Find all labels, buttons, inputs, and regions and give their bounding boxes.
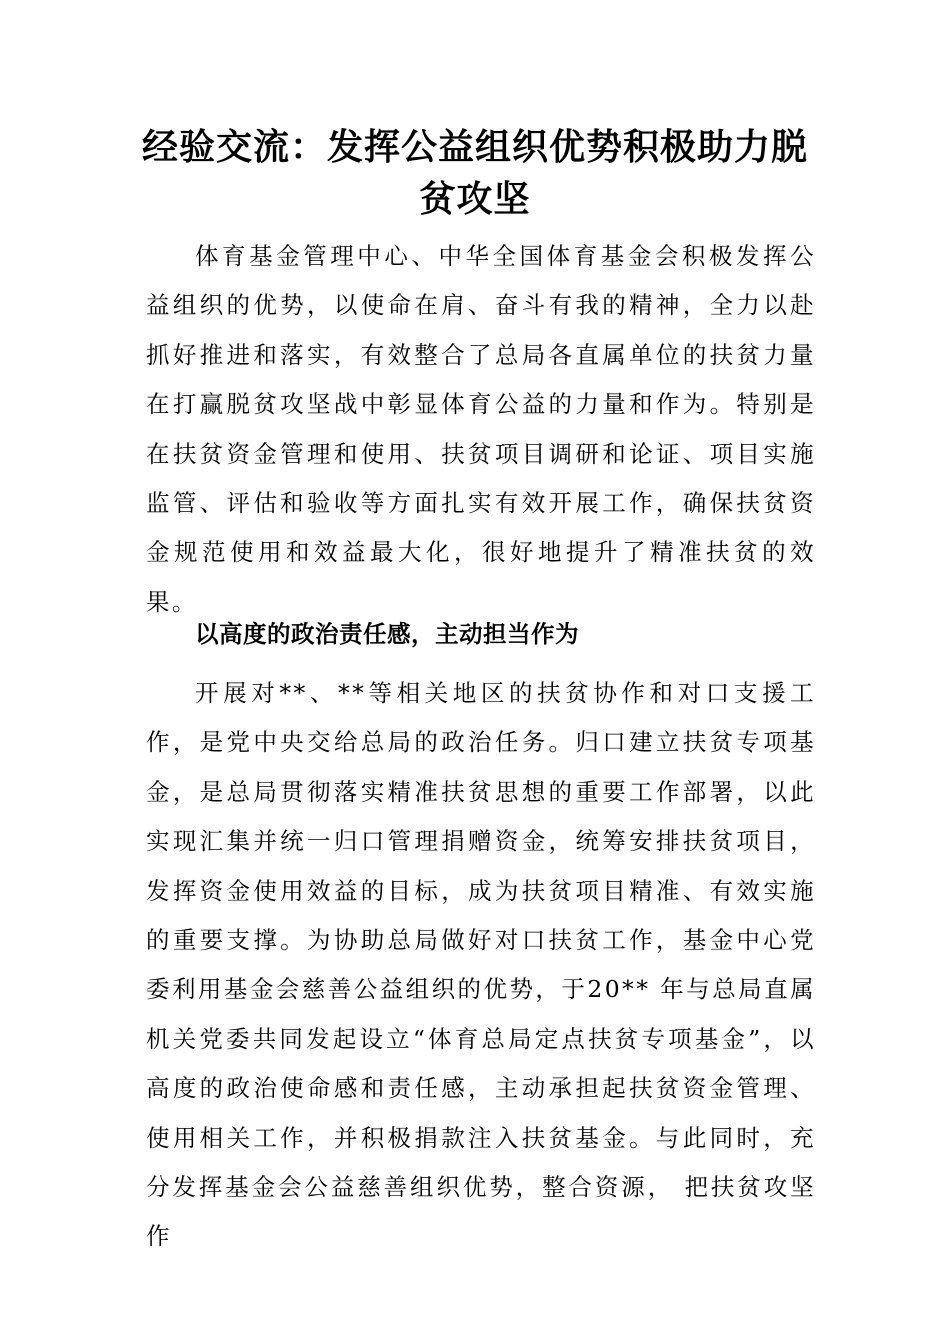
body-paragraph-2: 开展对**、**等相关地区的扶贫协作和对口支援工作，是党中央交给总局的政治任务。归口建立扶贫专项基金，是总局贯彻落实精准扶贫思想的重要工作部署，以此实现汇集并统一归口管理捐赠资金，统筹安排扶贫项目，发挥资金使用效益的目标，成为扶贫项目精准、有效实施的重要支撑。为协助总局做好对口扶贫工作，基金中心党委利用基金会慈善公益组织的优势，于20** 年与总局直属机关党委共同发起设立“体育总局定点扶贫专项基金”，以高度的政治使命感和责任感，主动承担起扶贫资金管理、使用相关工作，并积极捐款注入扶贫基金。与此同时，充分发挥基金会公益慈善组织优势，整合资源， 把扶贫攻坚作 — [146, 679, 816, 1251]
body-paragraph-1: 体育基金管理中心、中华全国体育基金会积极发挥公益组织的优势，以使命在肩、奋斗有我的精神，全力以赴抓好推进和落实，有效整合了总局各直属单位的扶贫力量在打赢脱贫攻坚战中彰显体育公益的力量和作为。特别是在扶贫资金管理和使用、扶贫项目调研和论证、项目实施监管、评估和验收等方面扎实有效开展工作，确保扶贫资金规范使用和效益最大化，很好地提升了精准扶贫的效果。 — [146, 242, 816, 616]
section-heading: 以高度的政治责任感，主动担当作为 — [195, 620, 579, 648]
document-title-line2: 贫攻坚 — [419, 179, 531, 220]
document-title-line1: 经验交流：发挥公益组织优势积极助力脱 — [141, 127, 808, 168]
